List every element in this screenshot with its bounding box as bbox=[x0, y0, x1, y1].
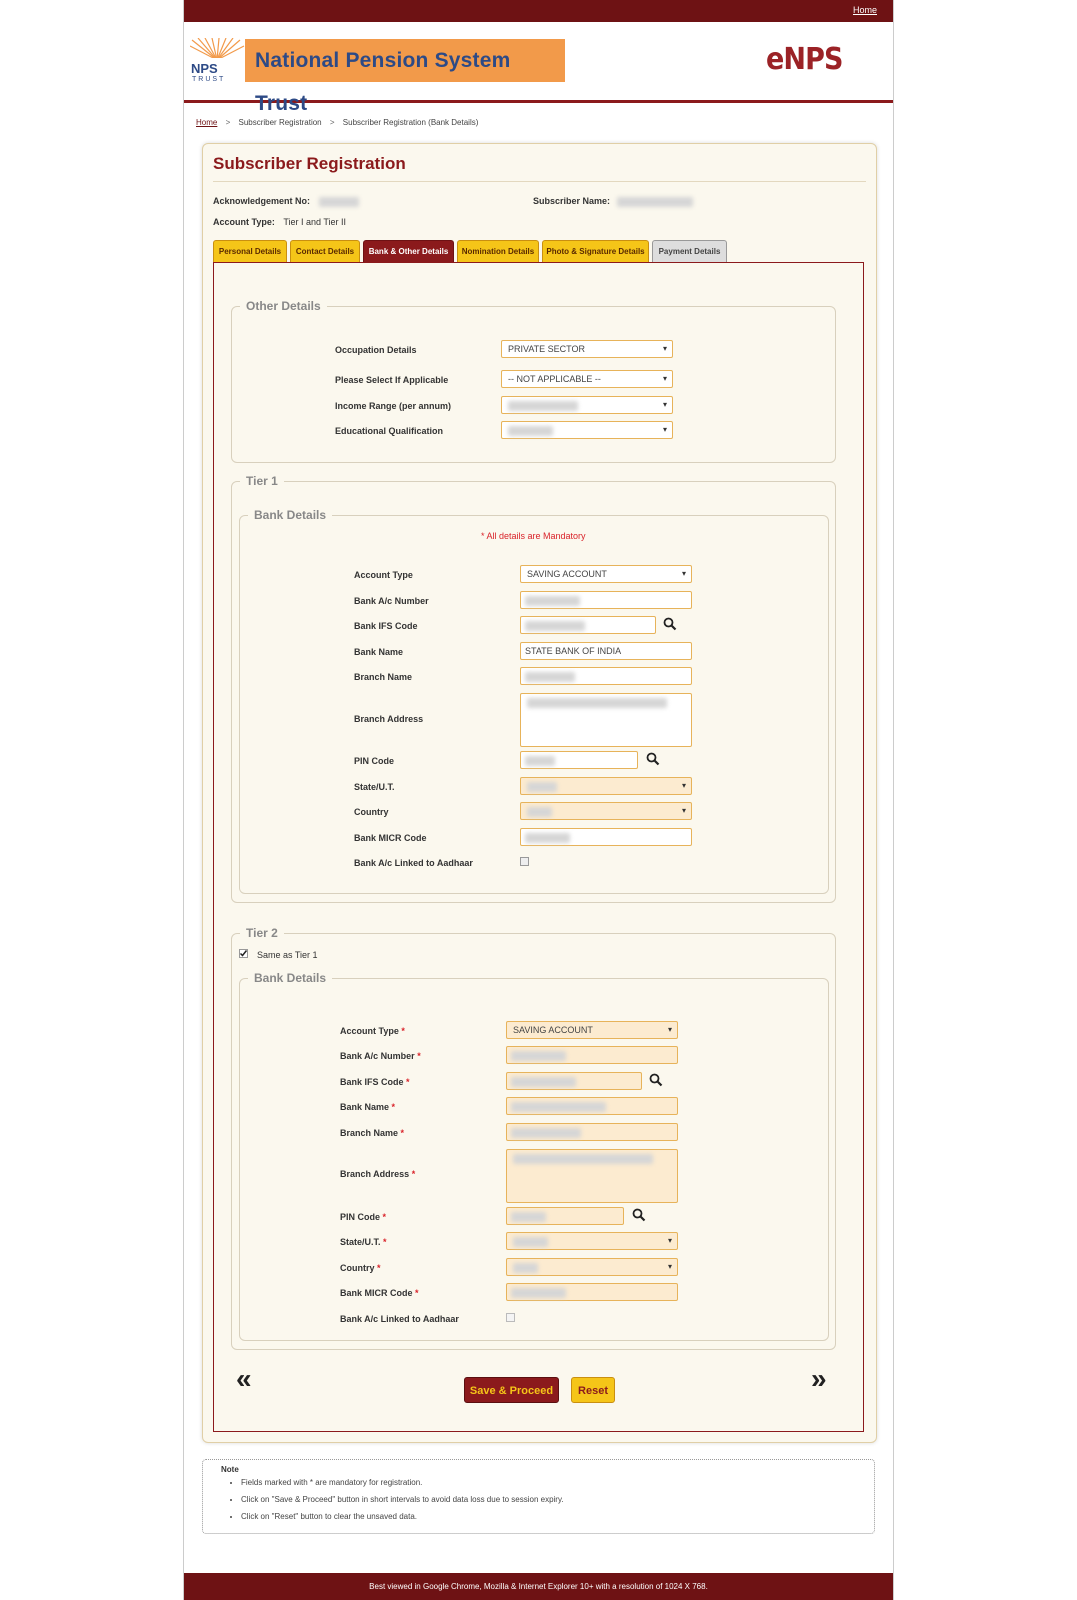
t1-country-select[interactable] bbox=[520, 802, 692, 820]
t2-branch-name-label bbox=[340, 1128, 404, 1138]
same-as-tier1-checkbox[interactable] bbox=[239, 949, 248, 958]
occupation-select[interactable] bbox=[501, 340, 673, 358]
income-value-redacted bbox=[508, 401, 578, 411]
t2-country-select[interactable] bbox=[506, 1258, 678, 1276]
logo-nps-text: NPS bbox=[191, 61, 218, 76]
note-item: • Click on "Reset" button to clear the unsaved data. bbox=[241, 1508, 564, 1525]
t2-pin-label bbox=[340, 1212, 386, 1222]
t2-state-select[interactable] bbox=[506, 1232, 678, 1250]
tier2-legend: Tier 2 bbox=[246, 926, 278, 940]
note-item: • Click on "Save & Proceed" button in short intervals to avoid data loss due to session expiry. bbox=[241, 1491, 564, 1508]
chevron-down-icon: ▾ bbox=[681, 569, 686, 578]
breadcrumb bbox=[196, 118, 478, 127]
t2-ifsc-input[interactable] bbox=[506, 1072, 642, 1090]
t2-country-label bbox=[340, 1263, 381, 1273]
chevron-down-icon: ▾ bbox=[662, 400, 667, 409]
chevron-down-icon: ▾ bbox=[662, 425, 667, 434]
t1-branch-address-textarea[interactable] bbox=[520, 693, 692, 747]
t1-micr-redacted bbox=[525, 833, 570, 843]
t2-micr-redacted bbox=[511, 1288, 566, 1298]
chevron-down-icon: ▾ bbox=[667, 1262, 672, 1271]
required-mark: * bbox=[415, 1288, 419, 1298]
search-icon[interactable] bbox=[663, 617, 677, 631]
tab-payment-details[interactable]: Payment Details bbox=[652, 240, 727, 262]
save-proceed-button[interactable]: Save & Proceed bbox=[464, 1377, 559, 1403]
chevron-down-icon: ▾ bbox=[681, 781, 686, 790]
required-mark: * bbox=[400, 1128, 405, 1138]
breadcrumb-separator: > bbox=[329, 118, 335, 127]
breadcrumb-registration: Subscriber Registration bbox=[238, 118, 322, 127]
education-value-redacted bbox=[508, 426, 553, 436]
note-box bbox=[202, 1459, 875, 1534]
t1-bank-name-input[interactable]: STATE BANK OF INDIA bbox=[520, 642, 692, 660]
chevron-down-icon: ▾ bbox=[667, 1236, 672, 1245]
required-mark: * bbox=[377, 1263, 381, 1273]
tab-photo-signature-details[interactable]: Photo & Signature Details bbox=[542, 240, 649, 262]
required-mark: * bbox=[382, 1212, 387, 1222]
t2-bank-name-text: Bank Name bbox=[340, 1102, 390, 1112]
t2-pin-text: PIN Code bbox=[340, 1212, 381, 1222]
required-mark: * bbox=[411, 1169, 416, 1179]
subscriber-name-label: Subscriber Name: bbox=[533, 196, 611, 206]
income-label: Income Range (per annum) bbox=[335, 401, 452, 411]
t2-account-type-select[interactable] bbox=[506, 1021, 678, 1039]
t1-acc-number-input[interactable] bbox=[520, 591, 692, 609]
next-arrow[interactable]: » bbox=[811, 1363, 827, 1394]
account-type-label: Account Type: bbox=[213, 217, 275, 227]
t2-acc-number-input[interactable] bbox=[506, 1046, 678, 1064]
breadcrumb-home[interactable]: Home bbox=[196, 118, 218, 127]
t2-branch-name-input[interactable] bbox=[506, 1123, 678, 1141]
education-select[interactable] bbox=[501, 421, 673, 439]
t2-micr-label bbox=[340, 1288, 419, 1298]
t2-branch-address-label bbox=[340, 1169, 415, 1179]
tab-bank-other-details[interactable]: Bank & Other Details bbox=[363, 240, 454, 262]
chevron-down-icon: ▾ bbox=[662, 374, 667, 383]
t2-aadhaar-label: Bank A/c Linked to Aadhaar bbox=[340, 1314, 459, 1324]
t1-state-select[interactable] bbox=[520, 777, 692, 795]
t2-state-redacted bbox=[513, 1237, 548, 1247]
t2-acc-number-label bbox=[340, 1051, 421, 1061]
t1-branch-name-label: Branch Name bbox=[354, 672, 413, 682]
note-title: Note bbox=[221, 1465, 239, 1474]
t1-branch-name-redacted bbox=[525, 672, 575, 682]
previous-arrow[interactable]: « bbox=[236, 1363, 252, 1394]
ack-value-redacted bbox=[319, 197, 359, 207]
chevron-down-icon: ▾ bbox=[662, 344, 667, 353]
logo-trust-text: TRUST bbox=[192, 76, 226, 82]
subscriber-name bbox=[533, 196, 693, 207]
t2-branch-name-text: Branch Name bbox=[340, 1128, 399, 1138]
t1-micr-label: Bank MICR Code bbox=[354, 833, 427, 843]
footer: Best viewed in Google Chrome, Mozilla & Internet Explorer 10+ with a resolution of 1024 X 768. bbox=[184, 1573, 893, 1600]
t1-pin-redacted bbox=[525, 756, 555, 766]
t1-account-type-select[interactable] bbox=[520, 565, 692, 583]
tier1-bank-legend: Bank Details bbox=[254, 508, 327, 522]
ack-no bbox=[213, 196, 359, 207]
t1-country-label: Country bbox=[354, 807, 389, 817]
subscriber-name-redacted bbox=[617, 197, 693, 207]
t1-branch-name-input[interactable] bbox=[520, 667, 692, 685]
tab-content bbox=[213, 262, 864, 1432]
org-title: National Pension System Trust bbox=[245, 39, 565, 82]
income-select[interactable] bbox=[501, 396, 673, 414]
top-bar bbox=[184, 0, 893, 22]
t1-ifsc-redacted bbox=[525, 621, 585, 631]
note-item: • Fields marked with * are mandatory for registration. bbox=[241, 1474, 564, 1491]
t2-bank-name-redacted bbox=[511, 1102, 606, 1112]
t2-micr-input[interactable] bbox=[506, 1283, 678, 1301]
t2-ifsc-redacted bbox=[511, 1077, 576, 1087]
t2-bank-name-label bbox=[340, 1102, 395, 1112]
mandatory-note: * All details are Mandatory bbox=[481, 531, 586, 541]
account-type-info bbox=[213, 217, 346, 227]
t1-state-label: State/U.T. bbox=[354, 782, 395, 792]
t2-country-redacted bbox=[513, 1263, 538, 1273]
tab-nomination-details[interactable]: Nomination Details bbox=[457, 240, 539, 262]
same-as-tier1-label: Same as Tier 1 bbox=[257, 950, 318, 960]
t2-pin-redacted bbox=[511, 1212, 546, 1222]
t1-branch-address-label: Branch Address bbox=[354, 714, 424, 724]
t1-pin-label: PIN Code bbox=[354, 756, 395, 766]
chevron-down-icon: ▾ bbox=[667, 1025, 672, 1034]
chevron-down-icon: ▾ bbox=[681, 806, 686, 815]
t2-ifsc-label bbox=[340, 1077, 410, 1087]
t1-branch-address-redacted bbox=[527, 698, 667, 708]
t2-account-type-text: Account Type bbox=[340, 1026, 399, 1036]
occupation-label: Occupation Details bbox=[335, 345, 417, 355]
registration-panel bbox=[202, 143, 877, 1443]
applicable-value: -- NOT APPLICABLE -- bbox=[508, 374, 601, 384]
tier1-legend: Tier 1 bbox=[246, 474, 278, 488]
t1-micr-input[interactable] bbox=[520, 828, 692, 846]
enps-brand: eNPS bbox=[766, 42, 843, 77]
t2-pin-input[interactable] bbox=[506, 1207, 624, 1225]
required-mark: * bbox=[391, 1102, 396, 1112]
header bbox=[184, 22, 893, 115]
t2-acc-number-redacted bbox=[511, 1051, 566, 1061]
required-mark: * bbox=[383, 1237, 387, 1247]
search-icon[interactable] bbox=[649, 1073, 663, 1087]
applicable-label: Please Select If Applicable bbox=[335, 375, 449, 385]
t1-account-type-value: SAVING ACCOUNT bbox=[527, 569, 607, 579]
t2-state-text: State/U.T. bbox=[340, 1237, 381, 1247]
t2-branch-address-textarea[interactable] bbox=[506, 1149, 678, 1203]
applicable-select[interactable] bbox=[501, 370, 673, 388]
page-title: Subscriber Registration bbox=[213, 154, 406, 173]
t2-aadhaar-checkbox[interactable] bbox=[506, 1313, 515, 1322]
t1-aadhaar-label: Bank A/c Linked to Aadhaar bbox=[354, 858, 473, 868]
tier2-bank-legend: Bank Details bbox=[254, 971, 327, 985]
t1-country-redacted bbox=[527, 807, 552, 817]
ack-label: Acknowledgement No: bbox=[213, 196, 311, 206]
t2-account-type-value: SAVING ACCOUNT bbox=[513, 1025, 593, 1035]
t1-account-type-label: Account Type bbox=[354, 570, 413, 580]
t2-country-text: Country bbox=[340, 1263, 375, 1273]
t2-bank-name-input[interactable] bbox=[506, 1097, 678, 1115]
tab-contact-details[interactable]: Contact Details bbox=[290, 240, 360, 262]
t1-bank-name-label: Bank Name bbox=[354, 647, 404, 657]
account-type-value: Tier I and Tier II bbox=[283, 217, 347, 227]
required-mark: * bbox=[406, 1077, 410, 1087]
t2-acc-number-text: Bank A/c Number bbox=[340, 1051, 415, 1061]
t2-branch-address-redacted bbox=[513, 1154, 653, 1164]
search-icon[interactable] bbox=[646, 752, 660, 766]
breadcrumb-separator: > bbox=[225, 118, 231, 127]
home-link[interactable]: Home bbox=[852, 5, 877, 15]
t1-pin-input[interactable] bbox=[520, 751, 638, 769]
t2-account-type-label bbox=[340, 1026, 405, 1036]
t2-ifsc-text: Bank IFS Code bbox=[340, 1077, 404, 1087]
required-mark: * bbox=[417, 1051, 421, 1061]
occupation-value: PRIVATE SECTOR bbox=[508, 344, 586, 354]
note-list bbox=[213, 1474, 564, 1525]
title-divider bbox=[213, 181, 866, 182]
breadcrumb-current: Subscriber Registration (Bank Details) bbox=[342, 118, 479, 127]
t2-branch-name-redacted bbox=[511, 1128, 581, 1138]
search-icon[interactable] bbox=[632, 1208, 646, 1222]
t1-aadhaar-checkbox[interactable] bbox=[520, 857, 529, 866]
education-label: Educational Qualification bbox=[335, 426, 444, 436]
tab-personal-details[interactable]: Personal Details bbox=[213, 240, 287, 262]
t1-acc-number-redacted bbox=[525, 596, 580, 606]
reset-button[interactable]: Reset bbox=[571, 1377, 615, 1403]
page bbox=[183, 0, 894, 1600]
t1-state-redacted bbox=[527, 782, 557, 792]
other-details-legend: Other Details bbox=[246, 299, 321, 313]
t1-ifsc-label: Bank IFS Code bbox=[354, 621, 418, 631]
nps-logo bbox=[190, 38, 245, 82]
t1-ifsc-input[interactable] bbox=[520, 616, 656, 634]
t2-state-label bbox=[340, 1237, 387, 1247]
required-mark: * bbox=[401, 1026, 405, 1036]
t2-micr-text: Bank MICR Code bbox=[340, 1288, 413, 1298]
t2-branch-address-text: Branch Address bbox=[340, 1169, 410, 1179]
t1-acc-number-label: Bank A/c Number bbox=[354, 596, 429, 606]
